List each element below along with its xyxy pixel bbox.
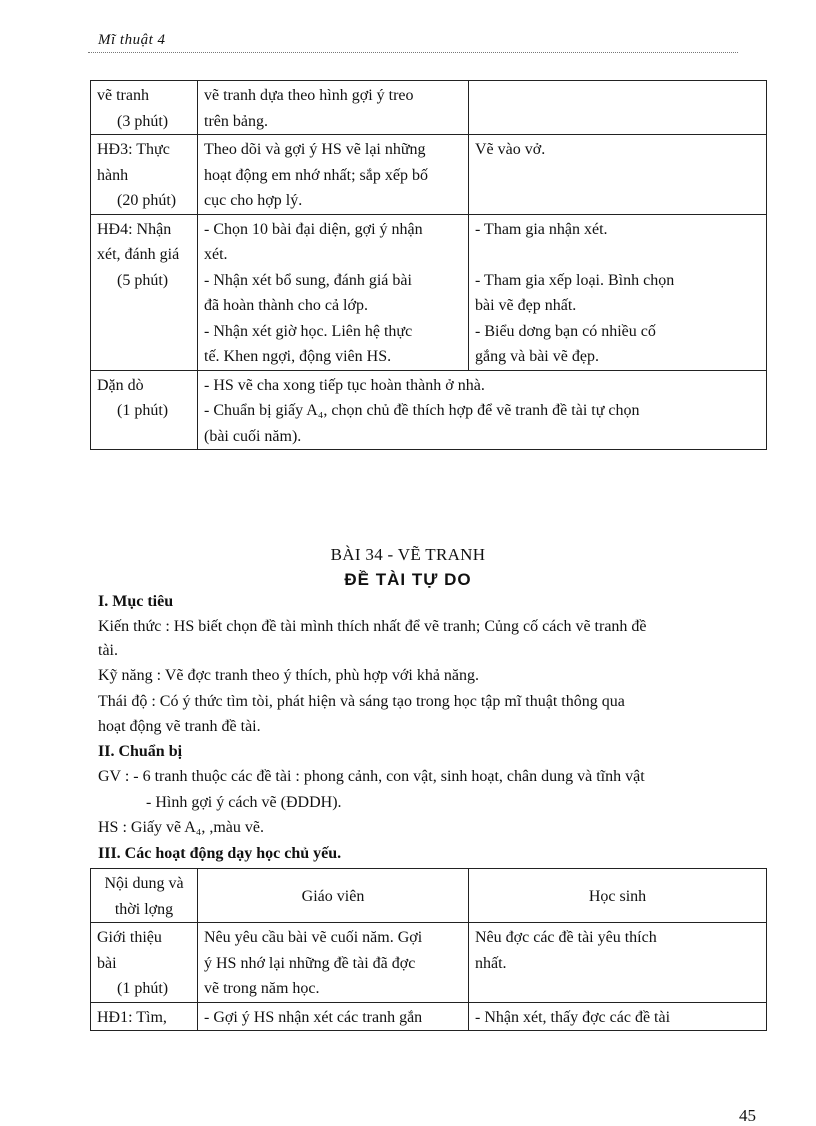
table-cell-student [469, 214, 767, 370]
cell-text: - Chọn 10 bài đại diện, gợi ý nhận [204, 220, 423, 238]
table-cell-teacher [198, 1002, 469, 1031]
cell-text: cục cho hợp lý. [204, 192, 303, 209]
page-number: 45 [739, 1106, 756, 1125]
lesson-subtitle: ĐỀ TÀI TỰ DO [344, 570, 472, 589]
table-cell-student [469, 81, 767, 135]
section-heading-objectives: I. Mục tiêu [98, 593, 174, 610]
table-row [91, 214, 767, 370]
knowledge-text: Kiến thức : HS biết chọn đề tài mình thích nhất để vẽ tranh; Củng cố cách vẽ tranh đề [98, 618, 647, 635]
table-cell-teacher [198, 923, 469, 1003]
cell-text: (3 phút) [117, 112, 169, 130]
cell-text: Nêu yêu cầu bài vẽ cuối năm. Gợi [204, 929, 423, 946]
table-cell-teacher [198, 214, 469, 370]
table-cell-content [91, 214, 198, 370]
header-cell-teacher: Giáo viên [198, 869, 469, 923]
cell-text [97, 424, 191, 450]
skill-text: Kỹ năng : Vẽ đợc tranh theo ý thích, phù hợp với khả năng. [98, 667, 480, 684]
cell-text: - Chuẩn bị giấy A₄, chọn chủ đề thích hợp để vẽ tranh đề tài tự chọn [204, 402, 640, 419]
table-cell-content [91, 923, 198, 1003]
table-row [91, 370, 767, 450]
cell-text: trên bảng. [204, 112, 268, 130]
cell-text: - Tham gia nhận xét. [475, 220, 608, 238]
header-cell-student: Học sinh [469, 869, 767, 923]
cell-text: Giới thiệu [97, 929, 162, 946]
cell-text: vẽ tranh [97, 87, 149, 104]
table-row [91, 923, 767, 1003]
table-cell-merged [198, 370, 767, 450]
cell-text: gắng và bài vẽ đẹp. [475, 348, 599, 365]
cell-text: - Nhận xét giờ học. Liên hệ thực [204, 322, 413, 340]
cell-text: bài [97, 954, 117, 972]
cell-text: - Nhận xét, thấy đợc các đề tài [475, 1008, 671, 1026]
table-cell-student [469, 1002, 767, 1031]
cell-text: hành [97, 166, 129, 184]
table-row [91, 135, 767, 215]
cell-text: vẽ trong năm học. [204, 980, 320, 997]
table-cell-content [91, 135, 198, 215]
header-title: Mĩ thuật 4 [98, 32, 166, 48]
cell-text: HĐ4: Nhận [97, 220, 172, 238]
header-divider [88, 52, 738, 53]
table-cell-teacher [198, 135, 469, 215]
cell-text [475, 242, 760, 268]
cell-text: - Gợi ý HS nhận xét các tranh gắn [204, 1008, 423, 1026]
cell-text: (5 phút) [117, 271, 169, 289]
cell-text: - Tham gia xếp loại. Bình chọn [475, 271, 675, 289]
cell-text: xét. [204, 246, 228, 263]
activities-table [90, 868, 767, 1031]
cell-text: HĐ1: Tìm, [97, 1008, 167, 1026]
cell-text: (bài cuối năm). [204, 427, 302, 445]
cell-text: (1 phút) [117, 980, 169, 997]
section-heading-activities: III. Các hoạt động dạy học chủ yếu. [98, 845, 342, 862]
teacher-prep-text: GV : - 6 tranh thuộc các đề tài : phong cảnh, con vật, sinh hoạt, chân dung và tĩnh vật [98, 768, 645, 785]
activities-table-continued [90, 80, 767, 450]
cell-text: Theo dõi và gợi ý HS vẽ lại những [204, 141, 426, 158]
student-prep-text: HS : Giấy vẽ A₄, ,màu vẽ. [98, 819, 264, 836]
cell-text: (1 phút) [117, 402, 169, 419]
cell-text: nhất. [475, 954, 507, 972]
attitude-text: Thái độ : Có ý thức tìm tòi, phát hiện và sáng tạo trong học tập mĩ thuật thông qua [98, 693, 625, 710]
teacher-prep-text-cont: - Hình gợi ý cách vẽ (ĐDDH). [146, 794, 342, 811]
knowledge-text-cont: tài. [98, 642, 118, 659]
cell-text: bài vẽ đẹp nhất. [475, 297, 577, 314]
cell-text: ý HS nhớ lại những đề tài đã đợc [204, 954, 416, 972]
cell-text: (20 phút) [117, 192, 177, 209]
table-header-row [91, 869, 767, 923]
table-cell-student [469, 135, 767, 215]
cell-text: tế. Khen ngợi, động viên HS. [204, 348, 392, 365]
cell-text: - Biểu dơng bạn có nhiều cố [475, 322, 656, 340]
table-cell-teacher [198, 81, 469, 135]
table-row [91, 81, 767, 135]
cell-text: vẽ tranh dựa theo hình gợi ý treo [204, 87, 414, 104]
cell-text: Dặn dò [97, 376, 144, 394]
table-cell-content [91, 81, 198, 135]
attitude-text-cont: hoạt động vẽ tranh đề tài. [98, 718, 261, 735]
section-heading-preparation: II. Chuẩn bị [98, 743, 183, 760]
cell-text: đã hoàn thành cho cả lớp. [204, 297, 368, 314]
table-cell-content [91, 1002, 198, 1031]
header-cell-content [91, 869, 198, 923]
cell-text: HĐ3: Thực [97, 141, 170, 158]
cell-text: thời lợng [114, 900, 174, 918]
cell-text: Nêu đợc các đề tài yêu thích [475, 929, 657, 946]
lesson-title: BÀI 34 - VẼ TRANH [330, 545, 486, 564]
cell-text: Nội dung và [104, 875, 184, 892]
cell-text: hoạt động em nhớ nhất; sắp xếp bố [204, 166, 428, 184]
table-cell-content [91, 370, 198, 450]
cell-text: - HS vẽ cha xong tiếp tục hoàn thành ở nhà. [204, 376, 485, 394]
cell-text: Vẽ vào vở. [475, 141, 546, 158]
table-cell-student [469, 923, 767, 1003]
cell-text: xét, đánh giá [97, 246, 180, 263]
cell-text: - Nhận xét bổ sung, đánh giá bài [204, 271, 412, 289]
table-row [91, 1002, 767, 1031]
